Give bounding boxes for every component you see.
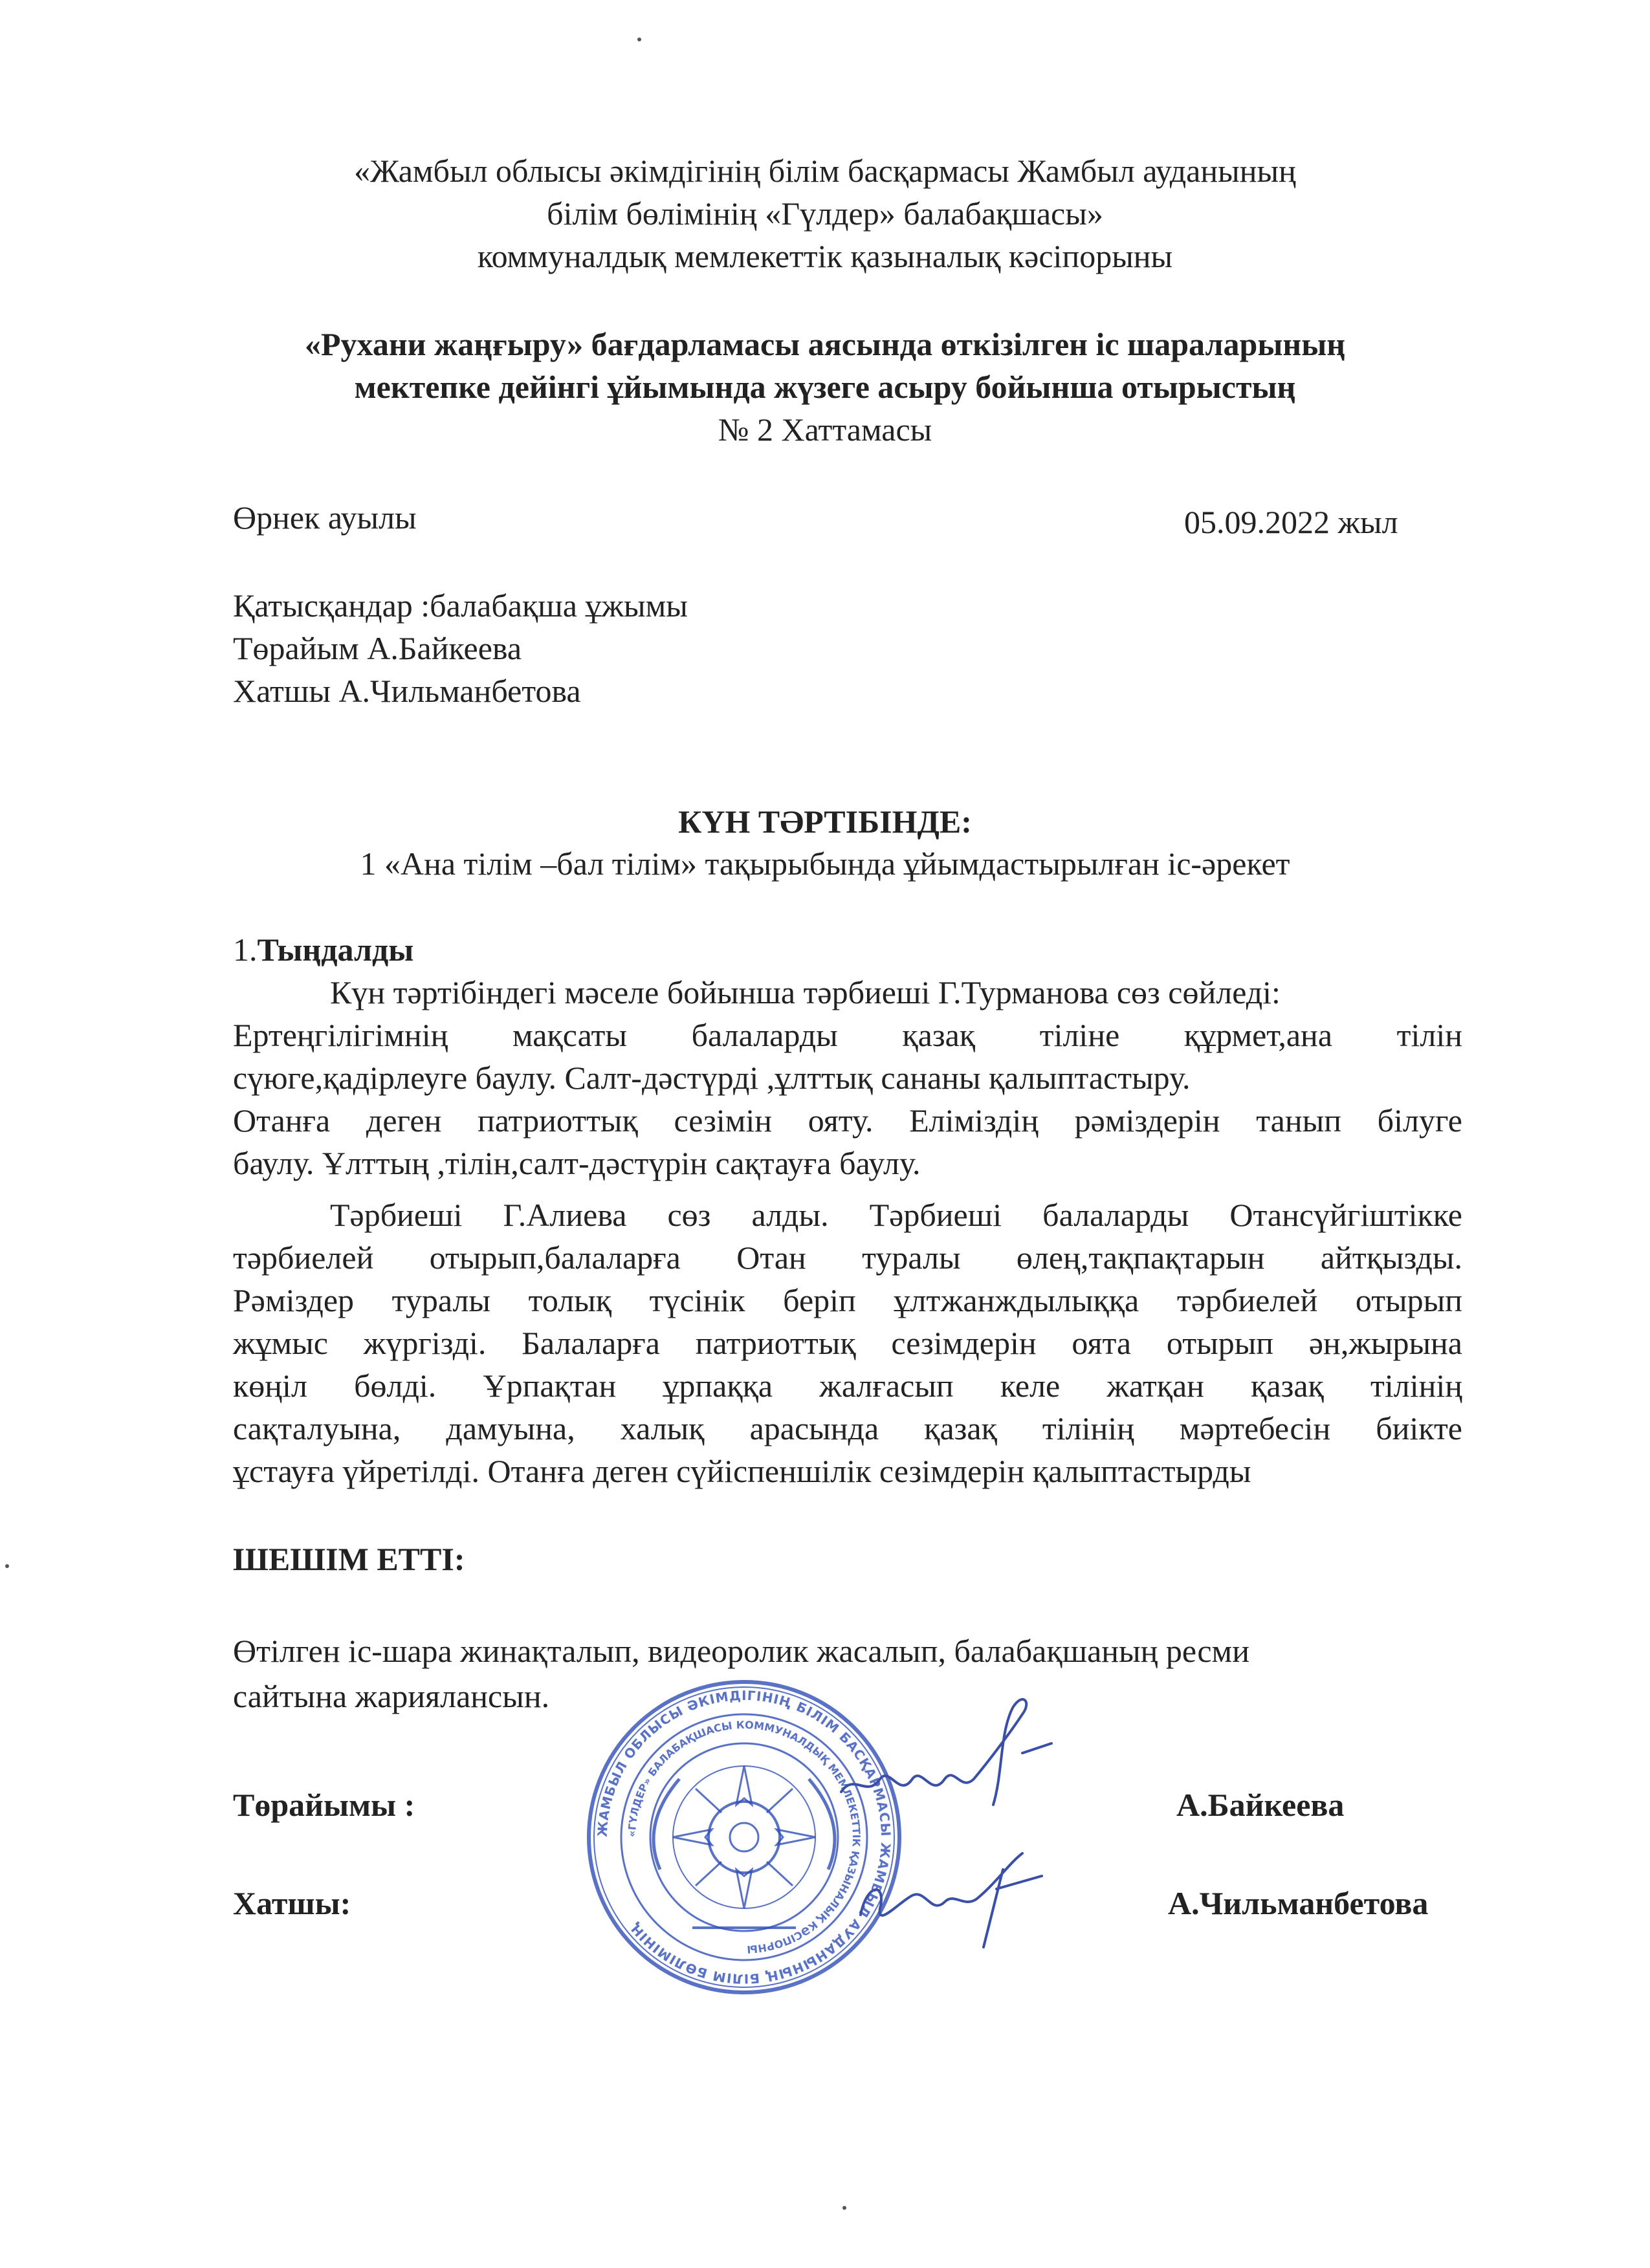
secretary-line: Хатшы А.Чильманбетова bbox=[233, 673, 581, 709]
date: 05.09.2022 жыл bbox=[1184, 504, 1398, 540]
scan-speck bbox=[637, 38, 641, 41]
header-line-3: коммуналдық мемлекеттік қазыналық кәсіпорыны bbox=[477, 238, 1173, 274]
chair-handwritten-signature bbox=[828, 1695, 1061, 1831]
heard-label: Тыңдалды bbox=[257, 932, 414, 968]
place: Өрнек ауылы bbox=[233, 499, 417, 536]
svg-text:«ГҮЛДЕР» БАЛАБАҚШАСЫ КОММУНАЛД bbox=[626, 1719, 863, 1956]
heard-p1-line-3: сүюге,қадірлеуге баулу. Салт-дәстүрді ,ұлттық сананы қалыптастыру. bbox=[233, 1060, 1191, 1096]
title-line-2: мектепке дейінгі ұйымында жүзеге асыру бойынша отырыстың bbox=[354, 369, 1296, 405]
decision-line-1: Өтілген іс-шара жинақталып, видеоролик жасалып, балабақшаның ресми bbox=[233, 1633, 1249, 1669]
heard-p1-line-4: Отанға деген патриоттық сезімін ояту. Еліміздің рәміздерін танып білуге bbox=[233, 1102, 1462, 1139]
heard-p2-line-4: жұмыс жүргізді. Балаларға патриоттық сезімдерін оята отырып ән,жырына bbox=[233, 1325, 1462, 1361]
heard-p2-line-6: сақталуына, дамуына, халық арасында қазақ тілінің мәртебесін биікте bbox=[233, 1410, 1462, 1446]
chair-signature-label: Төрайымы : bbox=[233, 1787, 415, 1823]
scan-speck bbox=[842, 2206, 846, 2210]
heard-p2-line-2: тәрбиелей отырып,балаларға Отан туралы өлең,тақпақтарын айтқызды. bbox=[233, 1239, 1462, 1276]
heard-p2-line-1: Тәрбиеші Г.Алиева сөз алды. Тәрбиеші балаларды Отансүйгіштікке bbox=[330, 1197, 1462, 1233]
secretary-signature-name: А.Чильманбетова bbox=[1168, 1885, 1429, 1921]
agenda-heading: КҮН ТӘРТІБІНДЕ: bbox=[678, 803, 972, 840]
scan-speck bbox=[5, 1564, 9, 1568]
agenda-item-1: 1 «Ана тілім –бал тілім» тақырыбында ұйымдастырылған іс-әрекет bbox=[360, 845, 1290, 882]
participants-line: Қатысқандар :балабақша ұжымы bbox=[233, 587, 688, 624]
title-line-1: «Рухани жаңғыру» бағдарламасы аясында өткізілген іс шараларының bbox=[304, 326, 1346, 362]
decision-line-2: сайтына жариялансын. bbox=[233, 1678, 550, 1714]
seal-inner-text: «ГҮЛДЕР» БАЛАБАҚШАСЫ КОММУНАЛДЫҚ МЕМЛЕКЕТТІК ҚАЗЫНАЛЫҚ КӘСІПОРНЫ bbox=[625, 1718, 863, 1956]
chair-line: Төрайым А.Байкеева bbox=[233, 630, 522, 666]
seal-outer-text: ЖАМБЫЛ ОБЛЫСЫ ӘКІМДІГІНІҢ БІЛІМ БАСҚАРМАСЫ ЖАМБЫЛ АУДАНЫНЫҢ БІЛІМ БӨЛІМІНІҢ bbox=[594, 1687, 894, 1987]
heard-p2-line-3: Рәміздер туралы толық түсінік беріп ұлтжанждылыққа тәрбиелей отырып bbox=[233, 1282, 1462, 1318]
heard-p2-line-5: көңіл бөлді. Ұрпақтан ұрпаққа жалғасып келе жатқан қазақ тілінің bbox=[233, 1368, 1462, 1404]
title-line-3: № 2 Хаттамасы bbox=[718, 411, 932, 448]
heard-p1-line-2: Ертеңгілігімнің мақсаты балаларды қазақ тіліне құрмет,ана тілін bbox=[233, 1017, 1462, 1053]
header-line-1: «Жамбыл облысы әкімдігінің білім басқармасы Жамбыл ауданының bbox=[354, 153, 1296, 189]
heard-number: 1. bbox=[233, 932, 258, 968]
chair-signature-name: А.Байкеева bbox=[1176, 1787, 1345, 1823]
heard-p1-line-5: баулу. Ұлттың ,тілін,салт-дәстүрін сақтауға баулу. bbox=[233, 1145, 921, 1181]
secretary-handwritten-signature bbox=[848, 1844, 1055, 1954]
decision-heading: ШЕШІМ ЕТТІ: bbox=[233, 1541, 465, 1577]
heard-heading bbox=[233, 929, 413, 970]
heard-p2-line-7: ұстауға үйретілді. Отанға деген сүйіспеншілік сезімдерін қалыптастырды bbox=[233, 1453, 1251, 1489]
header-line-2: білім бөлімінің «Гүлдер» балабақшасы» bbox=[547, 195, 1103, 232]
heard-p1-line-1: Күн тәртібіндегі мәселе бойынша тәрбиеші Г.Турманова сөз сөйледі: bbox=[330, 974, 1281, 1010]
secretary-signature-label: Хатшы: bbox=[233, 1885, 351, 1921]
